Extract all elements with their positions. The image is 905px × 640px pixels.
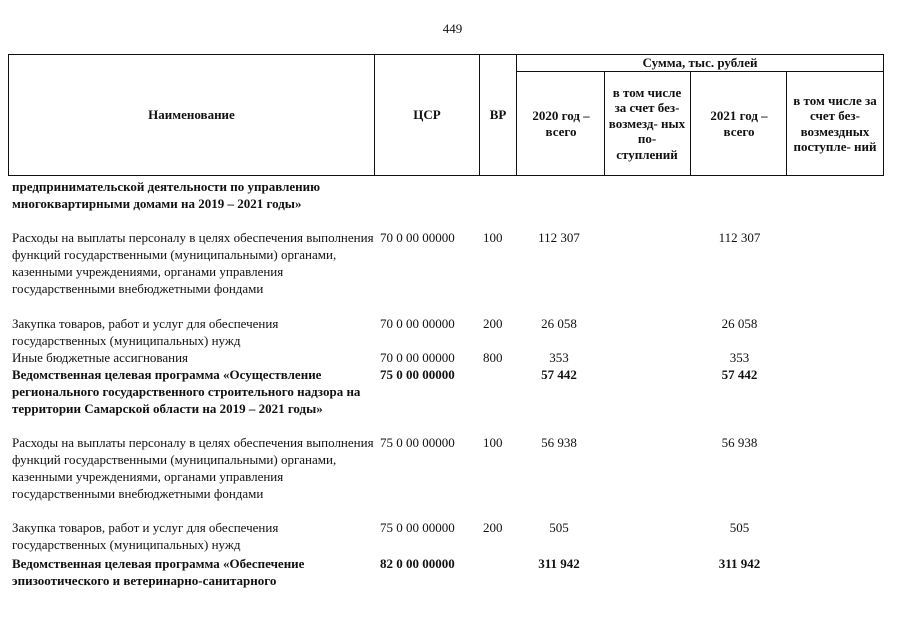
header-2021-gratis: в том числе за счет без- возмездных поступле- ний (793, 92, 877, 154)
header-2020-gratis: в том числе за счет без- возмезд- ных по- ступлений (608, 84, 686, 162)
row-sum-2021: 56 938 (721, 435, 758, 450)
row-name: Расходы на выплаты персоналу в целях обеспечения выполнения функций государственными (муниципальными) органами, казенными учреждениями, органами управления государственными внебюджетными фондами (12, 230, 374, 296)
row-sum-2021: 505 (729, 520, 750, 535)
row-sum-2020: 505 (549, 520, 569, 535)
row-sum-2020: 311 942 (538, 556, 580, 571)
header-name: Наименование (148, 106, 235, 122)
row-csr: 75 0 00 00000 (380, 435, 455, 450)
row-csr: 82 0 00 00000 (380, 556, 455, 571)
header-2021-total: 2021 год – всего (710, 108, 768, 139)
table-header (8, 54, 884, 176)
row-name: Ведомственная целевая программа «Обеспечение эпизоотического и ветеринарно-санитарного (12, 556, 305, 588)
row-sum-2021: 26 058 (721, 316, 758, 331)
row-csr: 70 0 00 00000 (380, 316, 455, 331)
row-sum-2021: 311 942 (718, 556, 761, 571)
row-vr: 100 (483, 230, 503, 245)
row-csr: 75 0 00 00000 (380, 520, 455, 535)
row-sum-2020: 57 442 (541, 367, 577, 382)
header-2020-total: 2020 год – всего (532, 108, 590, 139)
row-vr: 100 (483, 435, 503, 450)
row-sum-2020: 112 307 (538, 230, 580, 245)
page-number: 449 (442, 21, 463, 36)
row-vr: 800 (483, 350, 503, 365)
row-sum-2020: 26 058 (541, 316, 577, 331)
row-sum-2021: 112 307 (718, 230, 761, 245)
row-name: Расходы на выплаты персоналу в целях обеспечения выполнения функций государственными (муниципальными) органами, казенными учреждениями, органами управления государственными внебюджетными фондами (12, 435, 374, 501)
row-sum-2020: 353 (549, 350, 569, 365)
row-csr: 70 0 00 00000 (380, 350, 455, 365)
row-csr: 75 0 00 00000 (380, 367, 455, 382)
row-vr: 200 (483, 520, 503, 535)
row-name: Иные бюджетные ассигнования (12, 350, 189, 365)
header-sum-group: Сумма, тыс. рублей (642, 54, 758, 70)
row-name: предпринимательской деятельности по управлению многоквартирными домами на 2019 – 2021 годы» (12, 179, 321, 211)
row-name: Закупка товаров, работ и услуг для обеспечения государственных (муниципальных) нужд (12, 316, 279, 348)
row-name: Ведомственная целевая программа «Осуществление регионального государственного строительного надзора на территории Самарской области на 2019 – 2021 годы» (12, 367, 361, 416)
header-csr: ЦСР (413, 106, 441, 122)
row-sum-2020: 56 938 (541, 435, 577, 450)
row-vr: 200 (483, 316, 503, 331)
header-vr: ВР (489, 106, 507, 122)
row-csr: 70 0 00 00000 (380, 230, 455, 245)
row-name: Закупка товаров, работ и услуг для обеспечения государственных (муниципальных) нужд (12, 520, 279, 552)
row-sum-2021: 57 442 (721, 367, 758, 382)
row-sum-2021: 353 (729, 350, 750, 365)
